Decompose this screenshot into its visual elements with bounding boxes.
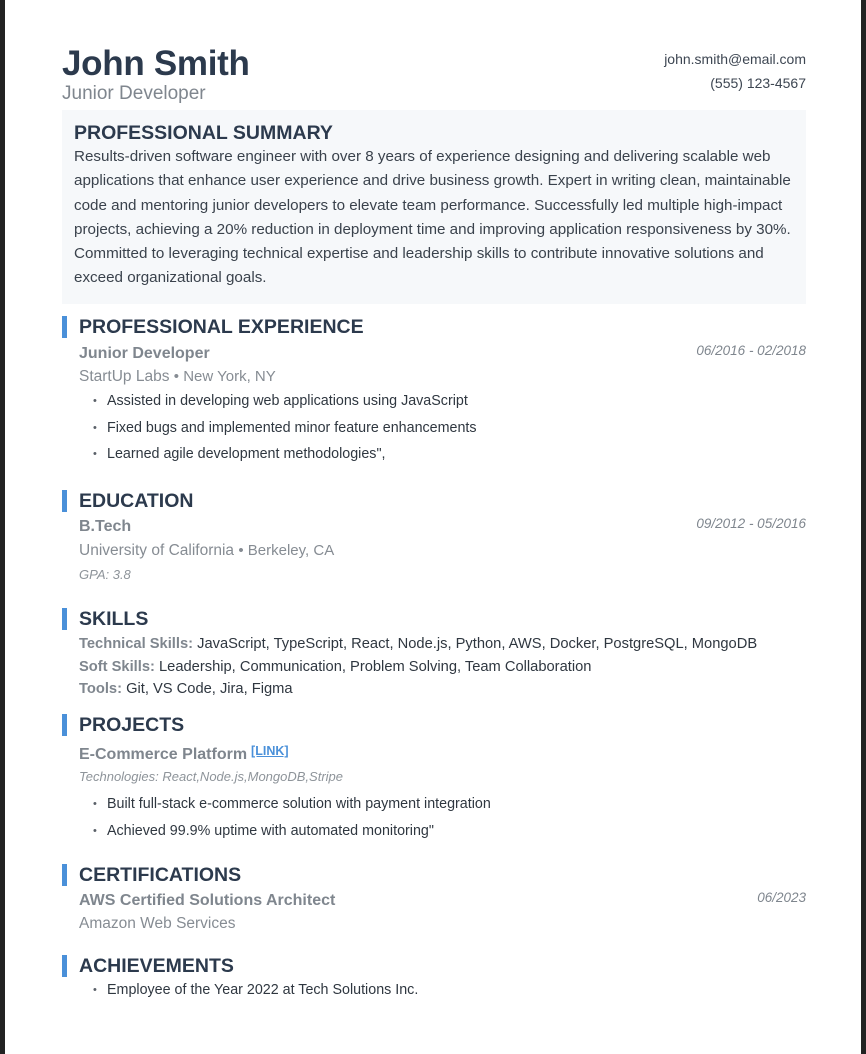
gpa: GPA: 3.8 bbox=[79, 567, 131, 582]
contact-info bbox=[664, 47, 806, 95]
candidate-title: Junior Developer bbox=[62, 83, 206, 104]
list-item: • Built full-stack e-commerce solution with payment integration bbox=[93, 791, 806, 818]
skill-line-technical bbox=[62, 633, 806, 656]
skill-value: Git, VS Code, Jira, Figma bbox=[126, 681, 293, 697]
certification-entry bbox=[62, 889, 806, 935]
project-bullets bbox=[62, 791, 806, 844]
summary-heading: PROFESSIONAL SUMMARY bbox=[74, 122, 333, 144]
job-company: StartUp Labs bbox=[79, 368, 170, 385]
skills-section bbox=[62, 607, 806, 701]
job-entry bbox=[62, 342, 806, 468]
contact-phone: (555) 123-4567 bbox=[710, 75, 806, 91]
job-title: Junior Developer bbox=[79, 345, 210, 362]
job-company-line bbox=[62, 365, 806, 388]
school-line bbox=[62, 538, 806, 563]
summary-section bbox=[62, 110, 806, 304]
achievements-section bbox=[62, 954, 806, 1004]
project-technologies: Technologies: React,Node.js,MongoDB,Stripe bbox=[79, 769, 343, 784]
achievements-heading: ACHIEVEMENTS bbox=[62, 954, 806, 978]
project-name: E-Commerce Platform bbox=[79, 746, 248, 763]
certifications-heading: CERTIFICATIONS bbox=[62, 863, 806, 887]
skills-heading: SKILLS bbox=[62, 607, 806, 631]
summary-text: Results-driven software engineer with over 8 years of experience designing and delivering scalable web applications that enhance user experience and drive business growth. Expert in writing clean, maintainable code and mentoring junior developers to elevate team performance. Successfully led multiple high-impact projects, achieving a 20% reduction in deployment time and improving application responsiveness by 30%. Committed to leveraging technical expertise and leadership skills to contribute innovative solutions and exceed organizational goals. bbox=[74, 148, 791, 287]
skill-line-tools bbox=[62, 678, 806, 701]
resume-page bbox=[5, 0, 861, 1054]
project-title-line bbox=[62, 740, 806, 766]
list-item: • Achieved 99.9% uptime with automated monitoring" bbox=[93, 818, 806, 845]
achievement-bullets bbox=[62, 977, 806, 1004]
skill-label: Soft Skills: bbox=[79, 658, 155, 675]
projects-heading: PROJECTS bbox=[62, 713, 806, 737]
school-location: • Berkeley, CA bbox=[238, 542, 335, 559]
skill-value: Leadership, Communication, Problem Solving, Team Collaboration bbox=[159, 658, 592, 675]
degree: B.Tech bbox=[79, 518, 132, 535]
education-entry bbox=[62, 515, 806, 586]
skill-value: JavaScript, TypeScript, React, Node.js, Python, AWS, Docker, PostgreSQL, MongoDB bbox=[197, 636, 758, 652]
certification-name: AWS Certified Solutions Architect bbox=[79, 892, 336, 909]
experience-heading: PROFESSIONAL EXPERIENCE bbox=[62, 315, 806, 339]
skill-label: Tools: bbox=[79, 681, 122, 697]
contact-email[interactable]: john.smith@email.com bbox=[664, 51, 806, 67]
certification-issuer: Amazon Web Services bbox=[79, 915, 236, 932]
skill-label: Technical Skills: bbox=[79, 636, 194, 652]
experience-section bbox=[62, 315, 806, 468]
school-name: University of California bbox=[79, 542, 235, 559]
projects-section bbox=[62, 713, 806, 844]
job-bullets bbox=[62, 388, 806, 468]
list-item: • Employee of the Year 2022 at Tech Solutions Inc. bbox=[93, 977, 806, 1004]
education-section bbox=[62, 489, 806, 586]
education-dates: 09/2012 - 05/2016 bbox=[696, 516, 806, 531]
education-heading: EDUCATION bbox=[62, 489, 806, 513]
list-item: • Fixed bugs and implemented minor feature enhancements bbox=[93, 415, 806, 442]
list-item: • Learned agile development methodologies", bbox=[93, 441, 806, 468]
job-dates: 06/2016 - 02/2018 bbox=[696, 343, 806, 358]
skill-line-soft bbox=[62, 656, 806, 679]
certification-date: 06/2023 bbox=[757, 890, 806, 905]
certifications-section bbox=[62, 863, 806, 935]
project-link[interactable]: [LINK] bbox=[251, 744, 289, 758]
list-item: • Assisted in developing web applications using JavaScript bbox=[93, 388, 806, 415]
candidate-name: John Smith bbox=[62, 44, 250, 83]
job-location: • New York, NY bbox=[173, 368, 276, 385]
